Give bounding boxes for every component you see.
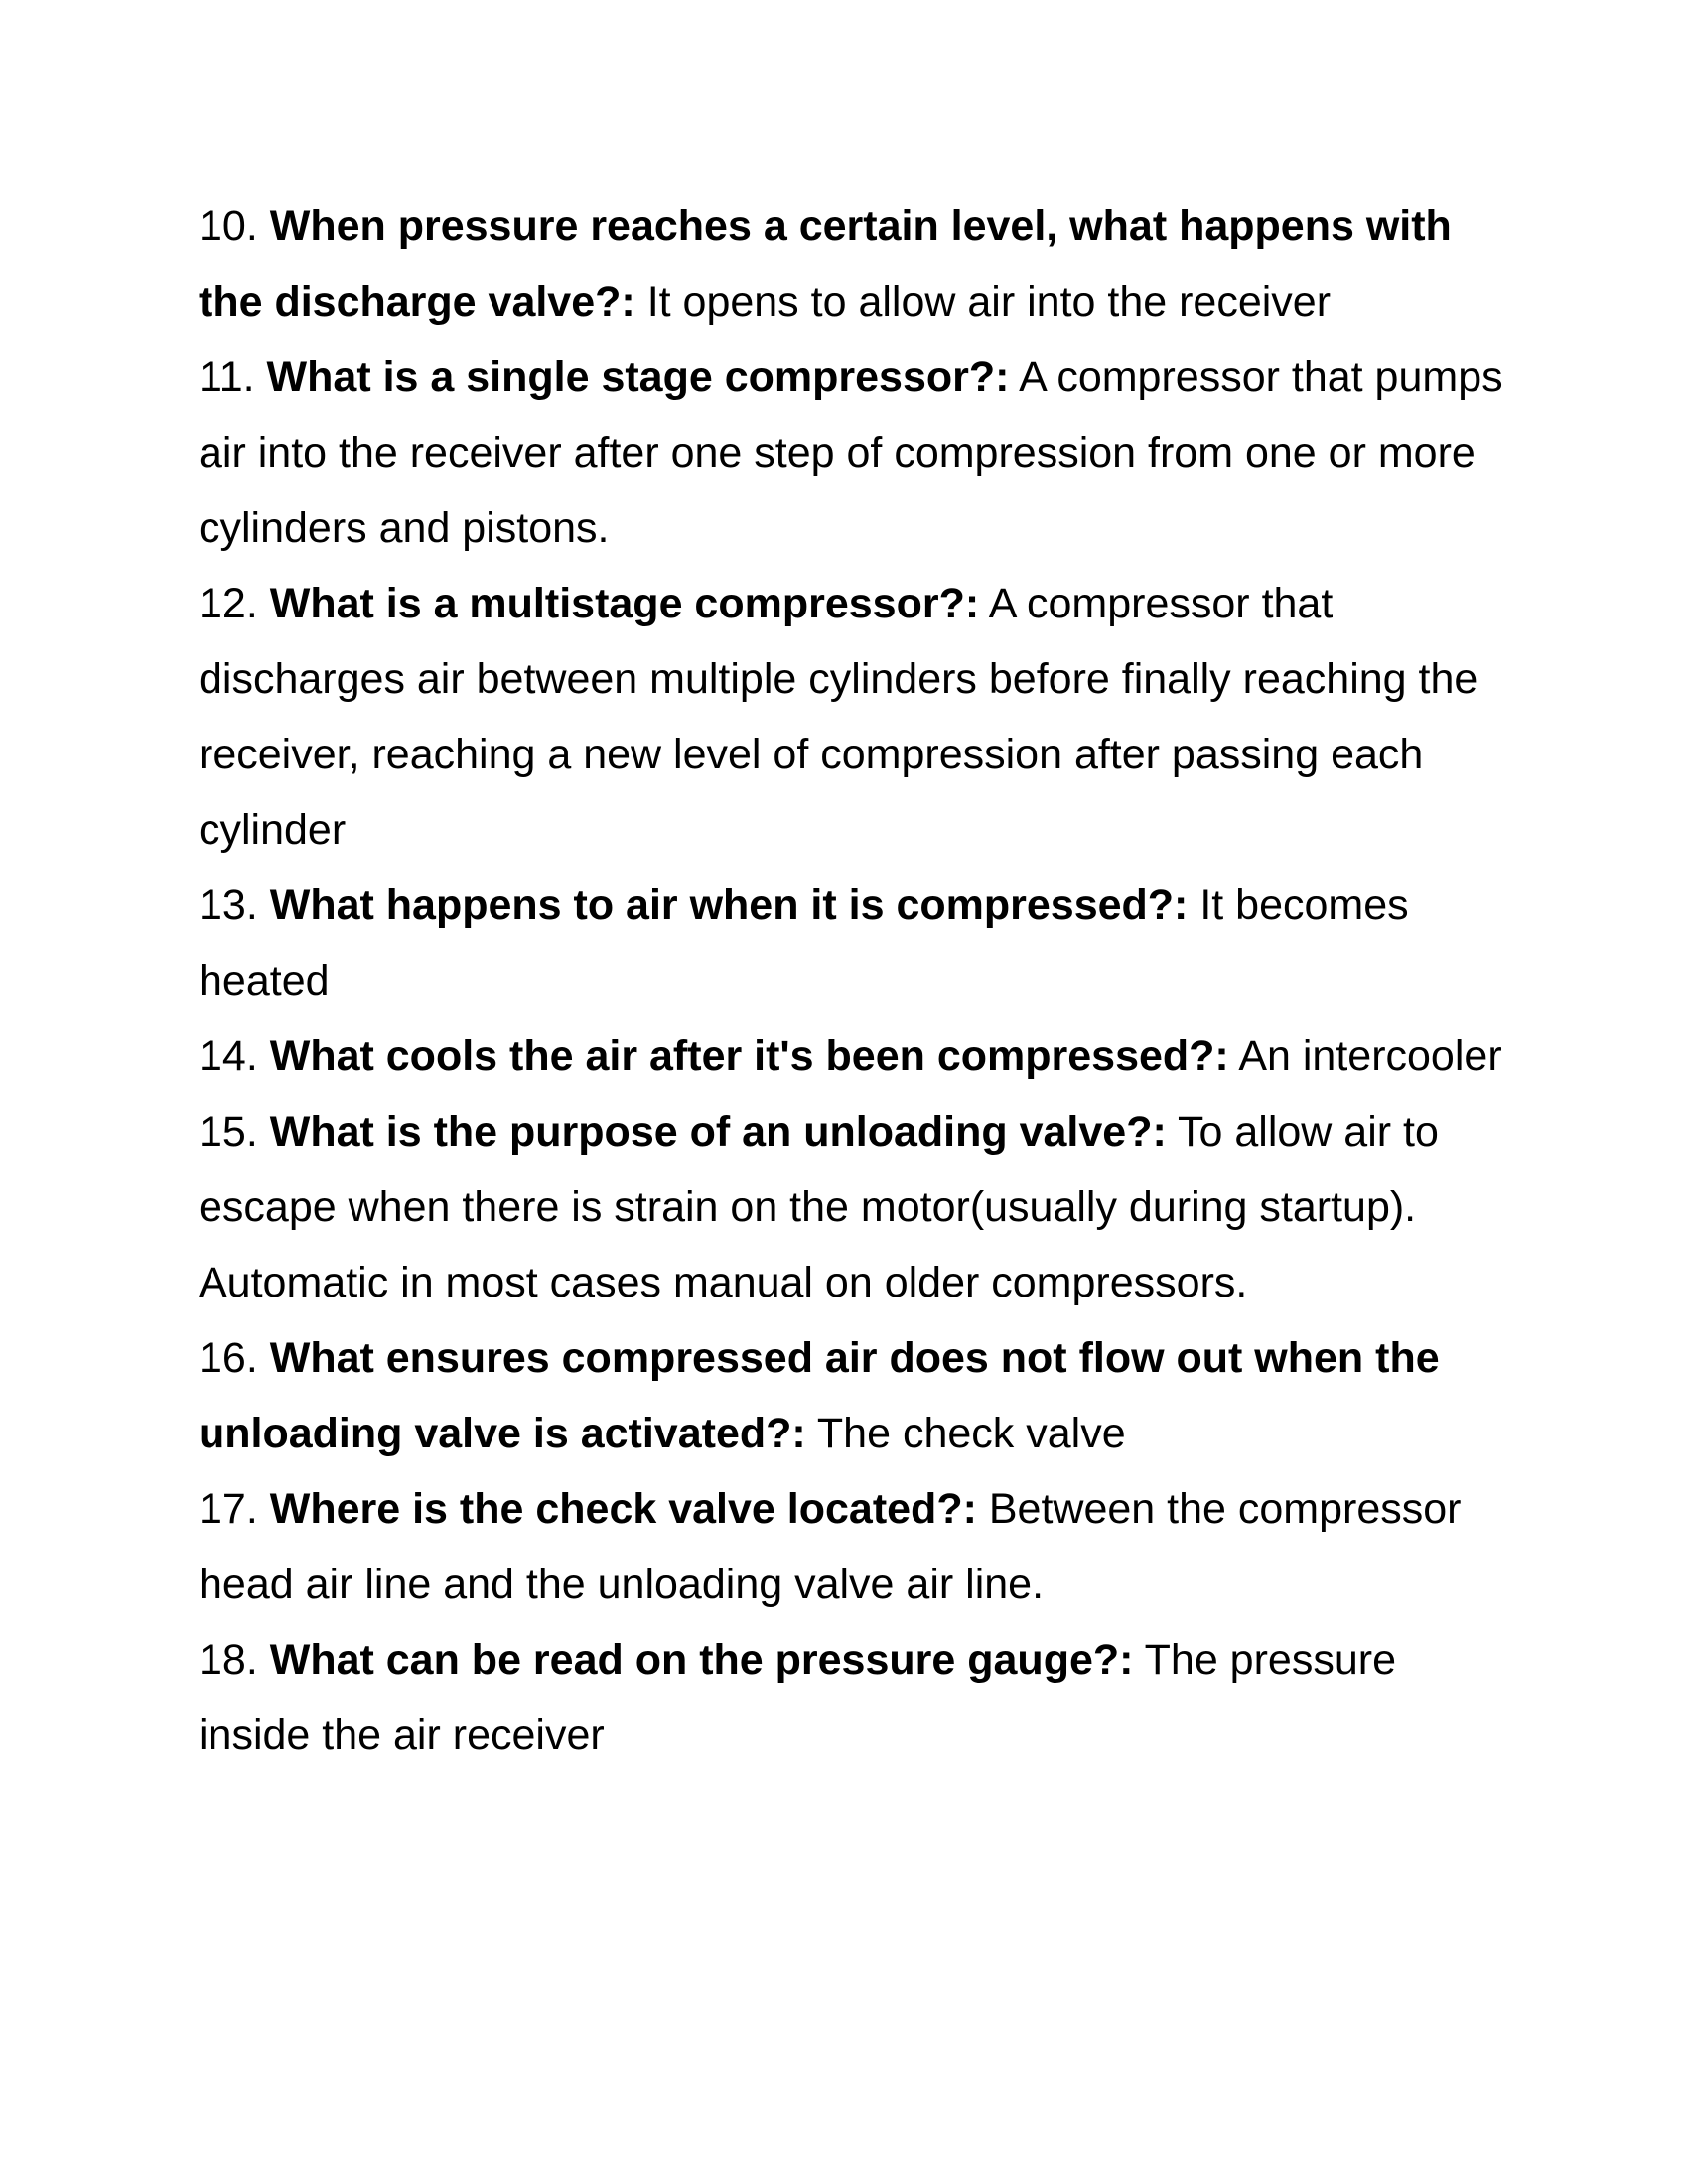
qa-item-14 — [199, 1019, 1509, 1094]
item-number: 14. — [199, 1032, 258, 1080]
item-answer: To allow air to escape when there is strain on the motor(usually during startup). Automatic in most cases manual on older compressors. — [199, 1108, 1439, 1306]
item-question: What is a single stage compressor?: — [266, 353, 1010, 401]
item-answer: Between the compressor head air line and the unloading valve air line. — [199, 1485, 1462, 1608]
item-number: 17. — [199, 1485, 258, 1533]
qa-item-15 — [199, 1094, 1509, 1320]
qa-item-13 — [199, 868, 1509, 1019]
item-number: 16. — [199, 1334, 258, 1382]
item-question: What cools the air after it's been compressed?: — [269, 1032, 1229, 1080]
item-question: What ensures compressed air does not flow out when the unloading valve is activated?: — [199, 1334, 1440, 1457]
qa-item-18 — [199, 1622, 1509, 1773]
item-question: What happens to air when it is compressed?: — [269, 882, 1189, 929]
item-question: Where is the check valve located?: — [269, 1485, 977, 1533]
item-answer: The pressure inside the air receiver — [199, 1636, 1396, 1759]
qa-item-12 — [199, 566, 1509, 868]
qa-item-11 — [199, 340, 1509, 566]
item-number: 10. — [199, 203, 258, 250]
item-number: 18. — [199, 1636, 258, 1684]
item-number: 15. — [199, 1108, 258, 1156]
item-number: 12. — [199, 580, 258, 627]
item-number: 13. — [199, 882, 258, 929]
item-question: What is a multistage compressor?: — [269, 580, 980, 627]
item-answer: It becomes heated — [199, 882, 1409, 1005]
item-question: What is the purpose of an unloading valve?: — [269, 1108, 1167, 1156]
item-answer: The check valve — [816, 1410, 1126, 1457]
item-answer: An intercooler — [1238, 1032, 1502, 1080]
item-answer: It opens to allow air into the receiver — [646, 278, 1332, 326]
item-question: When pressure reaches a certain level, what happens with the discharge valve?: — [199, 203, 1452, 326]
item-number: 11. — [199, 353, 255, 401]
item-question: What can be read on the pressure gauge?: — [269, 1636, 1134, 1684]
qa-item-17 — [199, 1471, 1509, 1622]
qa-item-10 — [199, 189, 1509, 340]
item-answer: A compressor that discharges air between multiple cylinders before finally reaching the receiver, reaching a new level of compression after passing each cylinder — [199, 580, 1478, 854]
item-answer: A compressor that pumps air into the receiver after one step of compression from one or more cylinders and pistons. — [199, 353, 1503, 552]
qa-item-16 — [199, 1320, 1509, 1471]
qa-list — [199, 189, 1509, 1773]
